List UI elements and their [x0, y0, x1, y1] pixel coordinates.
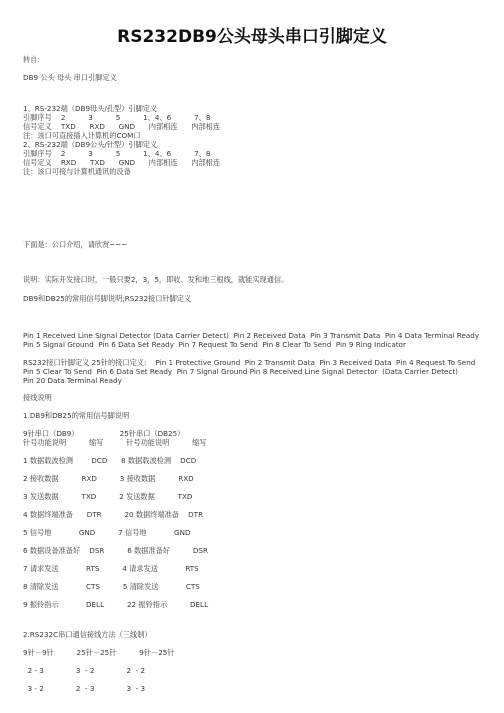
- wiring-row: 3 - 2 2 - 3 3 - 3: [23, 684, 146, 693]
- signal-table-cols: 针号功能说明 缩写 针号功能说明 缩写: [23, 438, 207, 447]
- female-heading: 1、RS-232端（DB9母头/孔型）引脚定义: [23, 104, 158, 113]
- female-signal-row: 信号定义 TXD RXD GND 内部相连 内部相连: [23, 122, 221, 131]
- table-row: 4 数据终端准备 DTR 20 数据终端准备 DTR: [23, 510, 204, 519]
- male-pin-row: 引脚序号 2 3 5 1、4、6 7、8: [23, 149, 211, 158]
- db9-pins-line-1: Pin 1 Received Line Signal Detector (Data Carrier Detect) Pin 2 Received Data Pin 3 Transmit Data Pin 4 Data Terminal Ready: [23, 331, 480, 340]
- intro-text: 下面是：公口介绍，请欣赏~~~: [23, 240, 128, 249]
- db9-pins-line-2: Pin 5 Signal Ground Pin 6 Data Set Ready Pin 7 Request To Send Pin 8 Clear To Send Pin 9 Ring Indicator: [23, 340, 406, 349]
- signal-table-header: 9针串口（DB9） 25针串口（DB25）: [23, 429, 185, 438]
- wiring-heading: 接线说明: [23, 393, 52, 402]
- table-row: 2 接收数据 RXD 3 接收数据 RXD: [23, 474, 194, 483]
- table-row: 6 数据设备准备好 DSR 6 数据准备好 DSR: [23, 546, 208, 555]
- male-note: 注：该口可接与计算机通讯的设备: [23, 167, 131, 176]
- table-row: 1 数据载波检测 DCD 8 数据载波检测 DCD: [23, 456, 197, 465]
- male-signal-row: 信号定义 RXD TXD GND 内部相连 内部相连: [23, 158, 221, 167]
- female-pin-row: 引脚序号 2 3 5 1、4、6 7、8: [23, 113, 211, 122]
- db25-pins-line-2: Pin 5 Clear To Send Pin 6 Data Set Ready Pin 7 Signal Ground Pin 8 Received Line Signal Detector (Data Carrier Detect): [23, 367, 458, 376]
- table-row: 3 发送数据 TXD 2 发送数据 TXD: [23, 492, 193, 501]
- section-heading: DB9和DB25的常用信号脚说明;RS232接口针脚定义: [23, 294, 192, 303]
- table-row: 8 清除发送 CTS 5 清除发送 CTS: [23, 582, 200, 591]
- page-title: RS232DB9公头母头串口引脚定义: [117, 27, 387, 47]
- table-row: 9 振铃指示 DELL 22 振铃指示 DELL: [23, 600, 209, 609]
- subtitle: DB9 公头 母头 串口引脚定义: [23, 73, 117, 82]
- explanation-text: 说明：实际开发接口时，一般只要2，3，5，即收、发和地三根线，就能实现通信。: [23, 275, 289, 284]
- wiring-method-title: 2.RS232C串口通信接线方法（三线制）: [23, 630, 152, 639]
- table-row: 5 信号地 GND 7 信号地 GND: [23, 528, 191, 537]
- wiring-row: 2 - 3 3 - 2 2 - 2: [23, 666, 146, 675]
- source-label: 转自:: [23, 55, 40, 64]
- male-heading: 2、RS-232端（DB9公头/针型）引脚定义: [23, 140, 158, 149]
- db25-pins-line-1: RS232接口针脚定义 25针的接口定义: Pin 1 Protective Ground Pin 2 Transmit Data Pin 3 Received Data Pin 4 Request To Send: [23, 358, 476, 367]
- table-row: 7 请求发送 RTS 4 请求发送 RTS: [23, 564, 199, 573]
- female-note: 注：该口可直接插入计算机的COM口: [23, 131, 141, 140]
- db25-pins-line-3: Pin 20 Data Terminal Ready: [23, 376, 122, 385]
- signal-table-title: 1.DB9和DB25的常用信号脚说明: [23, 411, 130, 420]
- wiring-header: 9针－9针 25针－25针 9针－25针: [23, 648, 175, 657]
